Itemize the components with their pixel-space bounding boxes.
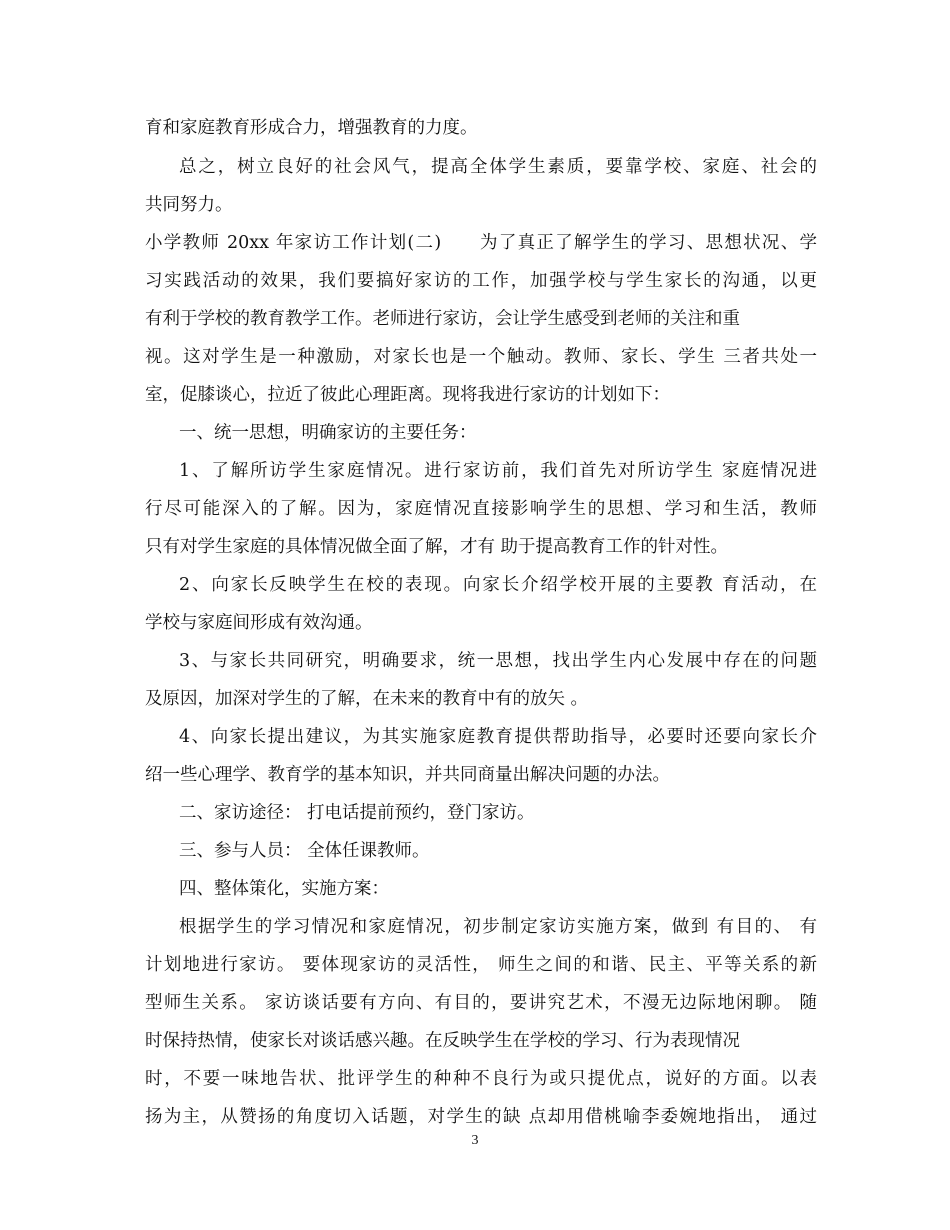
- text-line: 视。这对学生是一种激励，对家长也是一个触动。教师、家长、学生 三者共处一: [145, 347, 817, 367]
- text-line: 1、了解所访学生家庭情况。进行家访前，我们首先对所访学生 家庭情况进: [179, 461, 817, 481]
- text-line: 育和家庭教育形成合力，增强教育的力度。: [145, 118, 478, 138]
- text-line: 计划地进行家访。 要体现家访的灵活性， 师生之间的和谐、民主、平等关系的新: [145, 955, 817, 975]
- text-line: 有利于学校的教育教学工作。老师进行家访，会让学生感受到老师的关注和重: [145, 309, 740, 329]
- text-line: 总之，树立良好的社会风气，提高全体学生素质，要靠学校、家庭、社会的: [179, 157, 817, 177]
- text-line: 习实践活动的效果，我们要搞好家访的工作，加强学校与学生家长的沟通，以更: [145, 271, 817, 291]
- text-line: 共同努力。: [145, 195, 233, 215]
- text-line: 扬为主，从赞扬的角度切入话题，对学生的缺 点却用借桃喻李委婉地指出， 通过: [145, 1107, 817, 1127]
- text-line: 3、与家长共同研究，明确要求，统一思想，找出学生内心发展中存在的问题: [179, 651, 817, 671]
- section-heading: 一、统一思想，明确家访的主要任务：: [179, 423, 477, 443]
- page-number: 3: [471, 1133, 479, 1148]
- text-line: 2、向家长反映学生在校的表现。向家长介绍学校开展的主要教 育活动，在: [179, 575, 817, 595]
- text-line: 学校与家庭间形成有效沟通。: [145, 613, 373, 633]
- text-line: 型师生关系。 家访谈话要有方向、有目的，要讲究艺术，不漫无边际地闲聊。 随: [145, 993, 817, 1013]
- text-line: 4、向家长提出建议，为其实施家庭教育提供帮助指导，必要时还要向家长介: [179, 727, 817, 747]
- section-heading: 四、整体策化，实施方案：: [179, 879, 389, 899]
- text-line: 只有对学生家庭的具体情况做全面了解，才有 助于提高教育工作的针对性。: [145, 537, 729, 557]
- text-line: 根据学生的学习情况和家庭情况，初步制定家访实施方案，做到 有目的、 有: [179, 917, 817, 937]
- text-line: 小学教师 20xx 年家访工作计划(二) 为了真正了解学生的学习、思想状况、学: [145, 233, 817, 253]
- text-line: 绍一些心理学、教育学的基本知识，并共同商量出解决问题的办法。: [145, 765, 670, 785]
- section-heading: 三、参与人员： 全体任课教师。: [179, 841, 430, 861]
- section-heading: 二、家访途径： 打电话提前预约，登门家访。: [179, 803, 535, 823]
- text-line: 及原因，加深对学生的了解，在未来的教育中有的放矢 。: [145, 689, 589, 709]
- text-line: 时，不要一味地告状、批评学生的种种不良行为或只提优点，说好的方面。以表: [145, 1069, 817, 1089]
- text-line: 时保持热情，使家长对谈话感兴趣。在反映学生在学校的学习、行为表现情况: [145, 1031, 740, 1051]
- text-line: 行尽可能深入的了解。因为，家庭情况直接影响学生的思想、学习和生活，教师: [145, 499, 817, 519]
- text-line: 室，促膝谈心，拉近了彼此心理距离。现将我进行家访的计划如下：: [145, 385, 670, 405]
